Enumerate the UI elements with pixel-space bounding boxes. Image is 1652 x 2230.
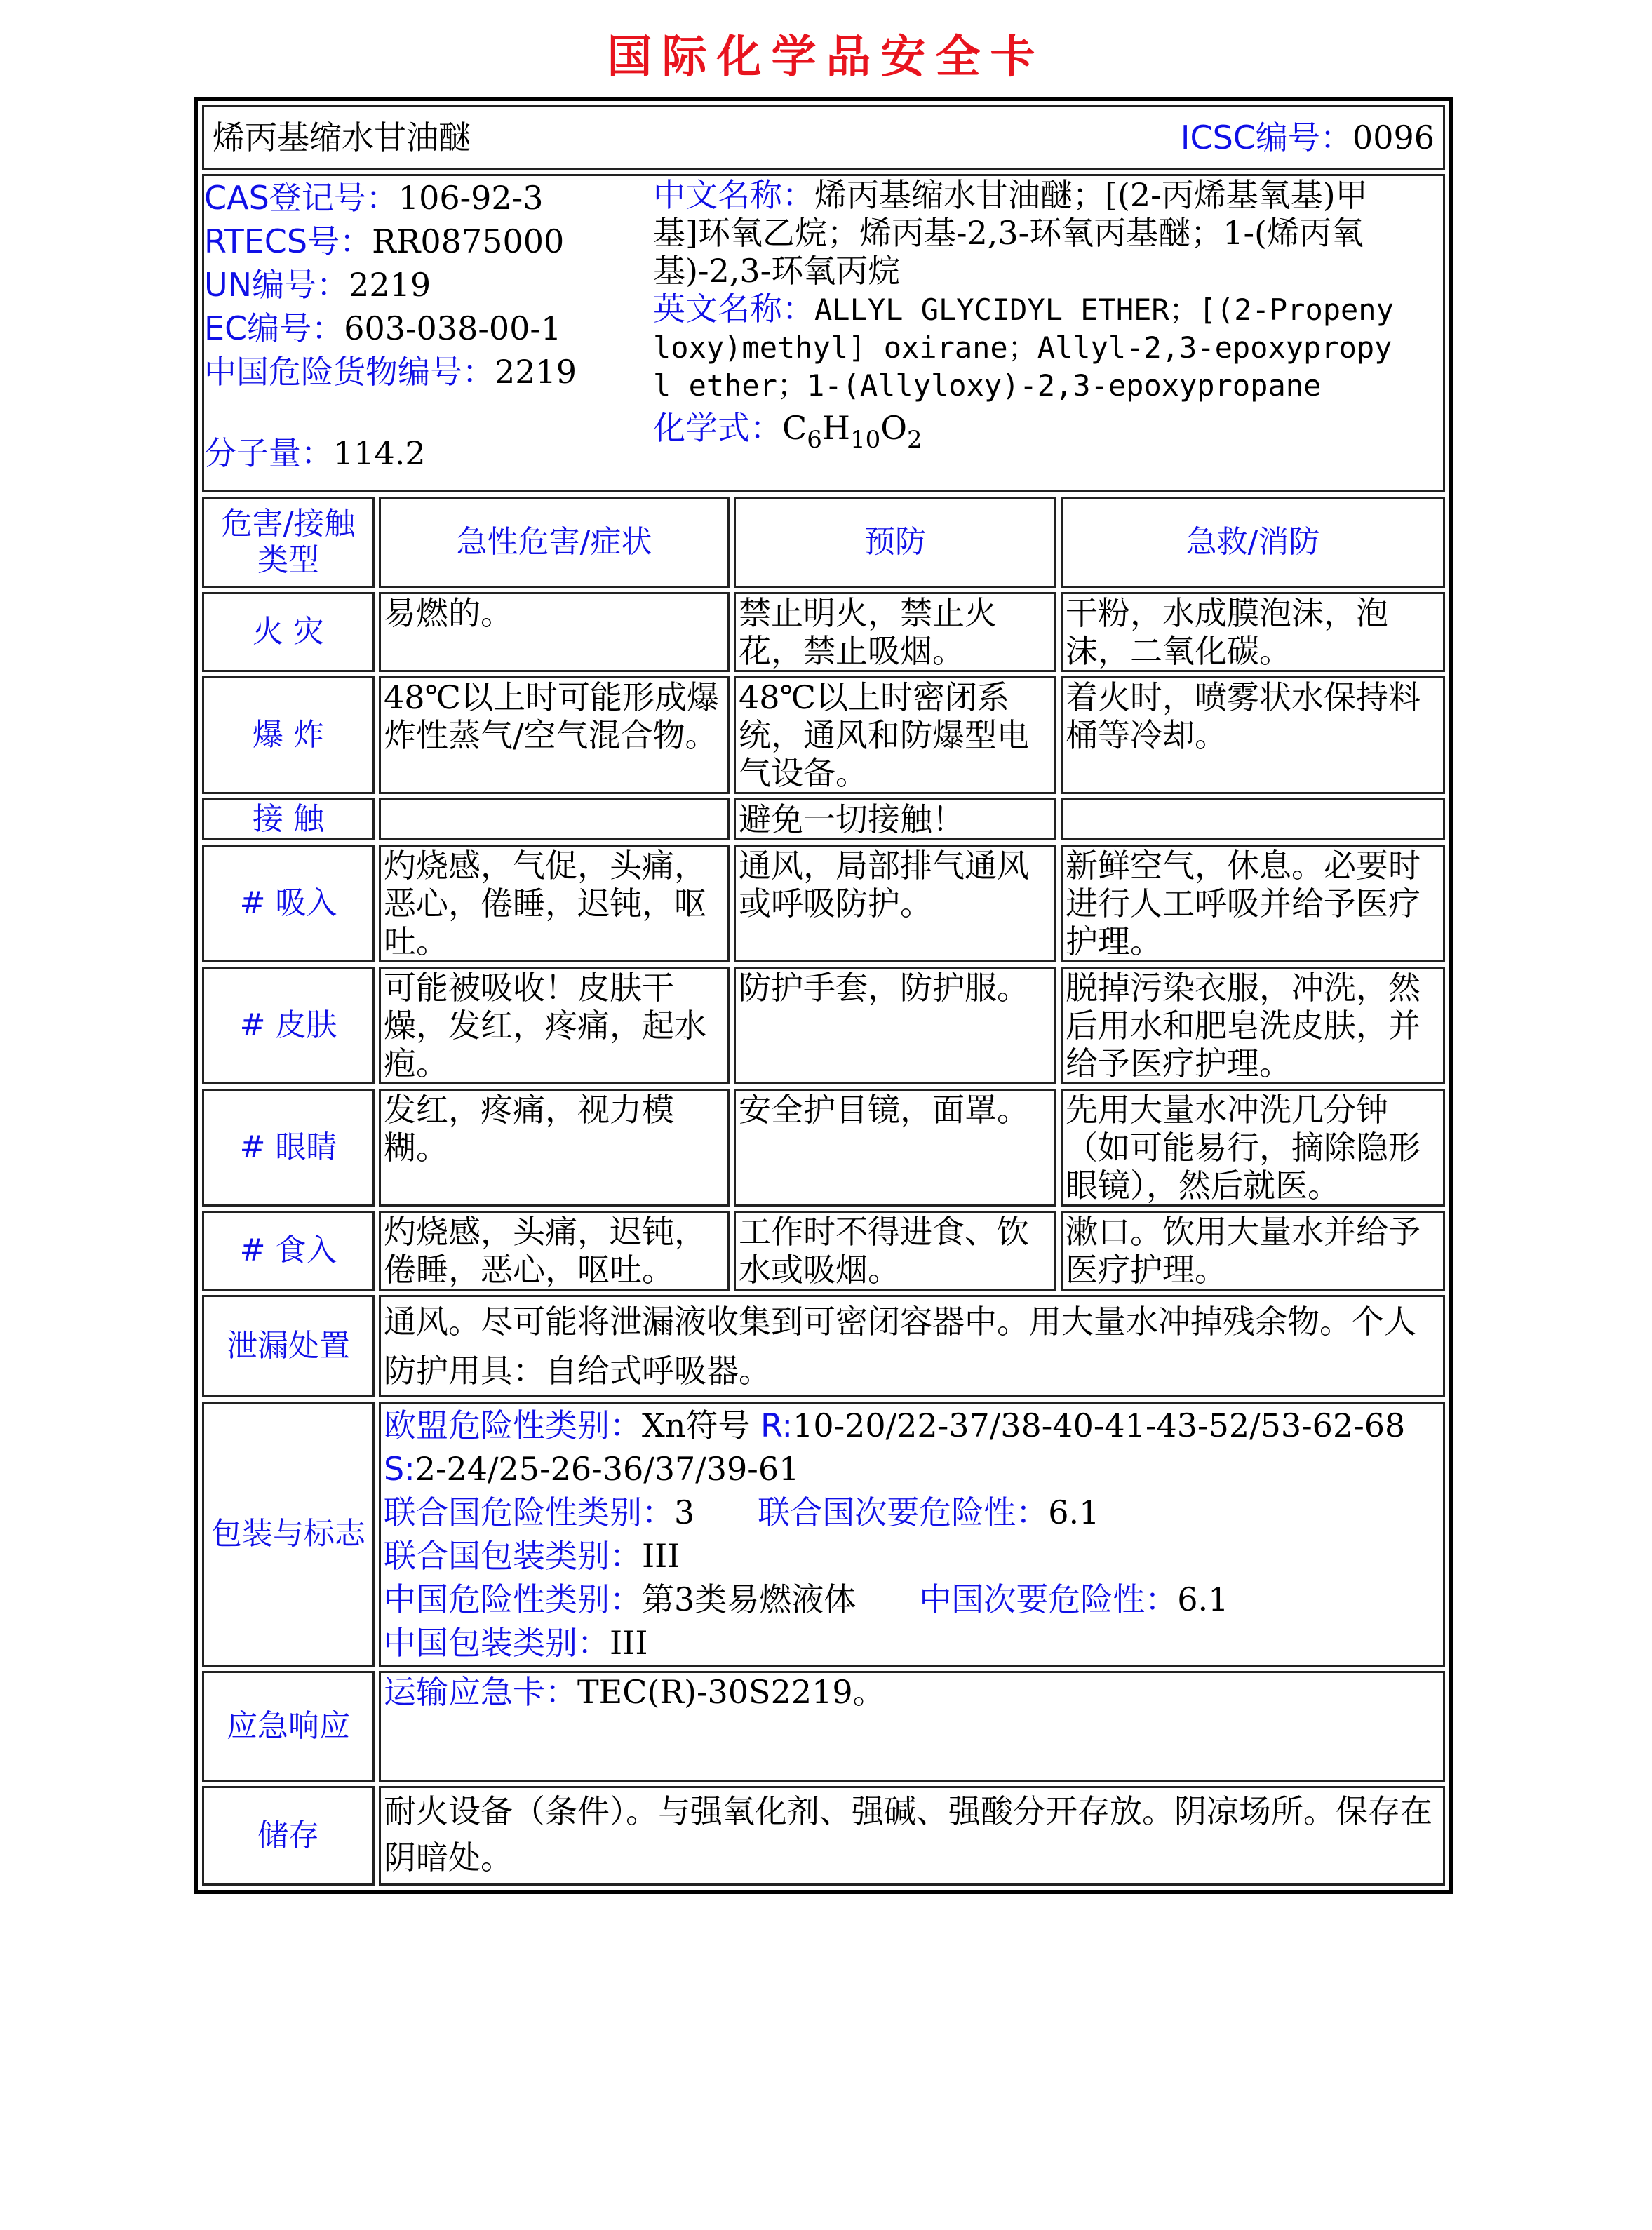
mw-label: 分子量： — [204, 434, 333, 472]
row-prevention: 避免一切接触！ — [734, 798, 1056, 840]
en-name — [653, 290, 1401, 405]
rtecs-value: RR0875000 — [372, 222, 565, 260]
row-prevention: 通风，局部排气通风或呼吸防护。 — [734, 845, 1056, 962]
chemical-name: 烯丙基缩水甘油醚 — [213, 119, 471, 156]
rtecs-label: RTECS号： — [204, 222, 372, 260]
table-row — [202, 676, 1445, 794]
formula-o-count: 2 — [906, 426, 922, 454]
table-row — [202, 1211, 1445, 1291]
col-prevention: 预防 — [734, 497, 1056, 588]
col-type: 危害/接触类型 — [202, 497, 375, 588]
col-aid: 急救/消防 — [1061, 497, 1445, 588]
spill-text: 通风。尽可能将泄漏液收集到可密闭容器中。用大量水冲掉残余物。个人防护用具：自给式呼吸器。 — [379, 1295, 1445, 1397]
formula-c-count: 6 — [807, 426, 822, 454]
row-type: 爆 炸 — [202, 676, 375, 794]
cn-class-label: 中国危险性类别： — [384, 1580, 642, 1618]
row-type: # 吸入 — [202, 845, 375, 962]
column-header-row — [202, 497, 1445, 588]
r-value: 10-20/22-37/38-40-41-43-52/53-62-68 — [793, 1406, 1406, 1444]
storage-row — [202, 1786, 1445, 1886]
un-label: UN编号： — [204, 266, 349, 304]
r-label: R: — [760, 1406, 793, 1444]
col-hazard: 急性危害/症状 — [379, 497, 730, 588]
row-aid: 干粉，水成膜泡沫，泡沫，二氧化碳。 — [1061, 592, 1445, 672]
s-label: S: — [384, 1450, 415, 1488]
row-hazard: 发红，疼痛，视力模糊。 — [379, 1089, 730, 1207]
row-prevention: 防护手套，防护服。 — [734, 967, 1056, 1084]
un-class-value: 3 — [674, 1493, 695, 1531]
header-row — [202, 105, 1445, 170]
formula-c: C — [782, 409, 807, 447]
emergency-label: 应急响应 — [202, 1671, 375, 1782]
cn-name-value: 烯丙基缩水甘油醚；[(2-丙烯基氧基)甲基]环氧乙烷；烯丙基-2,3-环氧丙基醚；1-(烯丙氧基)-2,3-环氧丙烷 — [653, 176, 1368, 290]
emergency-card-value: TEC(R)-30S2219。 — [577, 1673, 885, 1711]
cas-value: 106-92-3 — [398, 179, 544, 217]
un-value: 2219 — [349, 266, 431, 304]
un-sub-label: 联合国次要危险性： — [758, 1493, 1049, 1531]
eu-class-value: Xn符号 — [642, 1406, 760, 1444]
storage-label: 储存 — [202, 1786, 375, 1886]
row-hazard — [379, 798, 730, 840]
packaging-label: 包装与标志 — [202, 1402, 375, 1667]
row-hazard: 可能被吸收！皮肤干燥，发红，疼痛，起水疱。 — [379, 967, 730, 1084]
spill-row — [202, 1295, 1445, 1397]
cn-sub-label: 中国次要危险性： — [919, 1580, 1178, 1618]
row-type: 火 灾 — [202, 592, 375, 672]
table-row — [202, 845, 1445, 962]
formula — [653, 409, 1401, 454]
ec-value: 603-038-00-1 — [344, 309, 562, 347]
table-row — [202, 798, 1445, 840]
row-hazard: 灼烧感，气促，头痛，恶心，倦睡，迟钝，呕吐。 — [379, 845, 730, 962]
en-name-label: 英文名称： — [653, 290, 814, 328]
row-type: # 眼睛 — [202, 1089, 375, 1207]
un-class-label: 联合国危险性类别： — [384, 1493, 674, 1531]
un-pack-value: III — [642, 1537, 680, 1575]
row-aid: 先用大量水冲洗几分钟（如可能易行，摘除隐形眼镜），然后就医。 — [1061, 1089, 1445, 1207]
icsc-label: ICSC编号： — [1180, 119, 1352, 156]
un-sub-value: 6.1 — [1048, 1493, 1100, 1531]
cn-goods-value: 2219 — [495, 353, 577, 391]
spill-label: 泄漏处置 — [202, 1295, 375, 1397]
eu-class-label: 欧盟危险性类别： — [384, 1406, 642, 1444]
row-aid: 新鲜空气，休息。必要时进行人工呼吸并给予医疗护理。 — [1061, 845, 1445, 962]
emergency-card-label: 运输应急卡： — [384, 1673, 577, 1711]
cn-class-value: 第3类易燃液体 — [642, 1580, 857, 1618]
row-type: 接 触 — [202, 798, 375, 840]
row-type: # 食入 — [202, 1211, 375, 1291]
row-prevention: 48℃以上时密闭系统，通风和防爆型电气设备。 — [734, 676, 1056, 794]
row-hazard: 灼烧感，头痛，迟钝，倦睡，恶心，呕吐。 — [379, 1211, 730, 1291]
formula-label: 化学式： — [653, 409, 782, 447]
s-value: 2-24/25-26-36/37/39-61 — [415, 1450, 800, 1488]
formula-o: O — [880, 409, 907, 447]
cn-sub-value: 6.1 — [1177, 1580, 1229, 1618]
cn-name — [653, 176, 1401, 290]
safety-card — [194, 97, 1453, 1894]
icsc-value: 0096 — [1352, 119, 1435, 156]
row-aid: 着火时，喷雾状水保持料桶等冷却。 — [1061, 676, 1445, 794]
row-hazard: 48℃以上时可能形成爆炸性蒸气/空气混合物。 — [379, 676, 730, 794]
packaging-content — [379, 1402, 1445, 1667]
un-pack-label: 联合国包装类别： — [384, 1537, 642, 1575]
info-row — [202, 174, 1445, 492]
row-type: # 皮肤 — [202, 967, 375, 1084]
table-row — [202, 1089, 1445, 1207]
packaging-row — [202, 1402, 1445, 1667]
table-row — [202, 967, 1445, 1084]
formula-h-count: 10 — [849, 426, 881, 454]
row-aid: 脱掉污染衣服，冲洗，然后用水和肥皂洗皮肤，并给予医疗护理。 — [1061, 967, 1445, 1084]
en-name-value: ALLYL GLYCIDYL ETHER；[(2-Propenyloxy)methyl] oxirane；Allyl-2,3-epoxypropyl ether；1-(Allyloxy)-2,3-epoxypropane — [653, 293, 1394, 403]
row-prevention: 工作时不得进食、饮水或吸烟。 — [734, 1211, 1056, 1291]
row-prevention: 安全护目镜，面罩。 — [734, 1089, 1056, 1207]
card-table — [198, 101, 1449, 1890]
row-aid — [1061, 798, 1445, 840]
page-title: 国际化学品安全卡 — [607, 32, 1045, 83]
ec-label: EC编号： — [204, 309, 344, 347]
row-hazard: 易燃的。 — [379, 592, 730, 672]
formula-h: H — [821, 409, 850, 447]
row-prevention: 禁止明火，禁止火花，禁止吸烟。 — [734, 592, 1056, 672]
cn-goods-label: 中国危险货物编号： — [204, 353, 495, 391]
emergency-row — [202, 1671, 1445, 1782]
cas-label: CAS登记号： — [204, 179, 398, 217]
row-aid: 漱口。饮用大量水并给予医疗护理。 — [1061, 1211, 1445, 1291]
cn-pack-value: III — [610, 1624, 648, 1662]
cn-name-label: 中文名称： — [653, 176, 814, 214]
storage-text: 耐火设备（条件）。与强氧化剂、强碱、强酸分开存放。阴凉场所。保存在阴暗处。 — [379, 1786, 1445, 1886]
mw-value: 114.2 — [333, 434, 426, 472]
cn-pack-label: 中国包装类别： — [384, 1624, 610, 1662]
table-row — [202, 592, 1445, 672]
